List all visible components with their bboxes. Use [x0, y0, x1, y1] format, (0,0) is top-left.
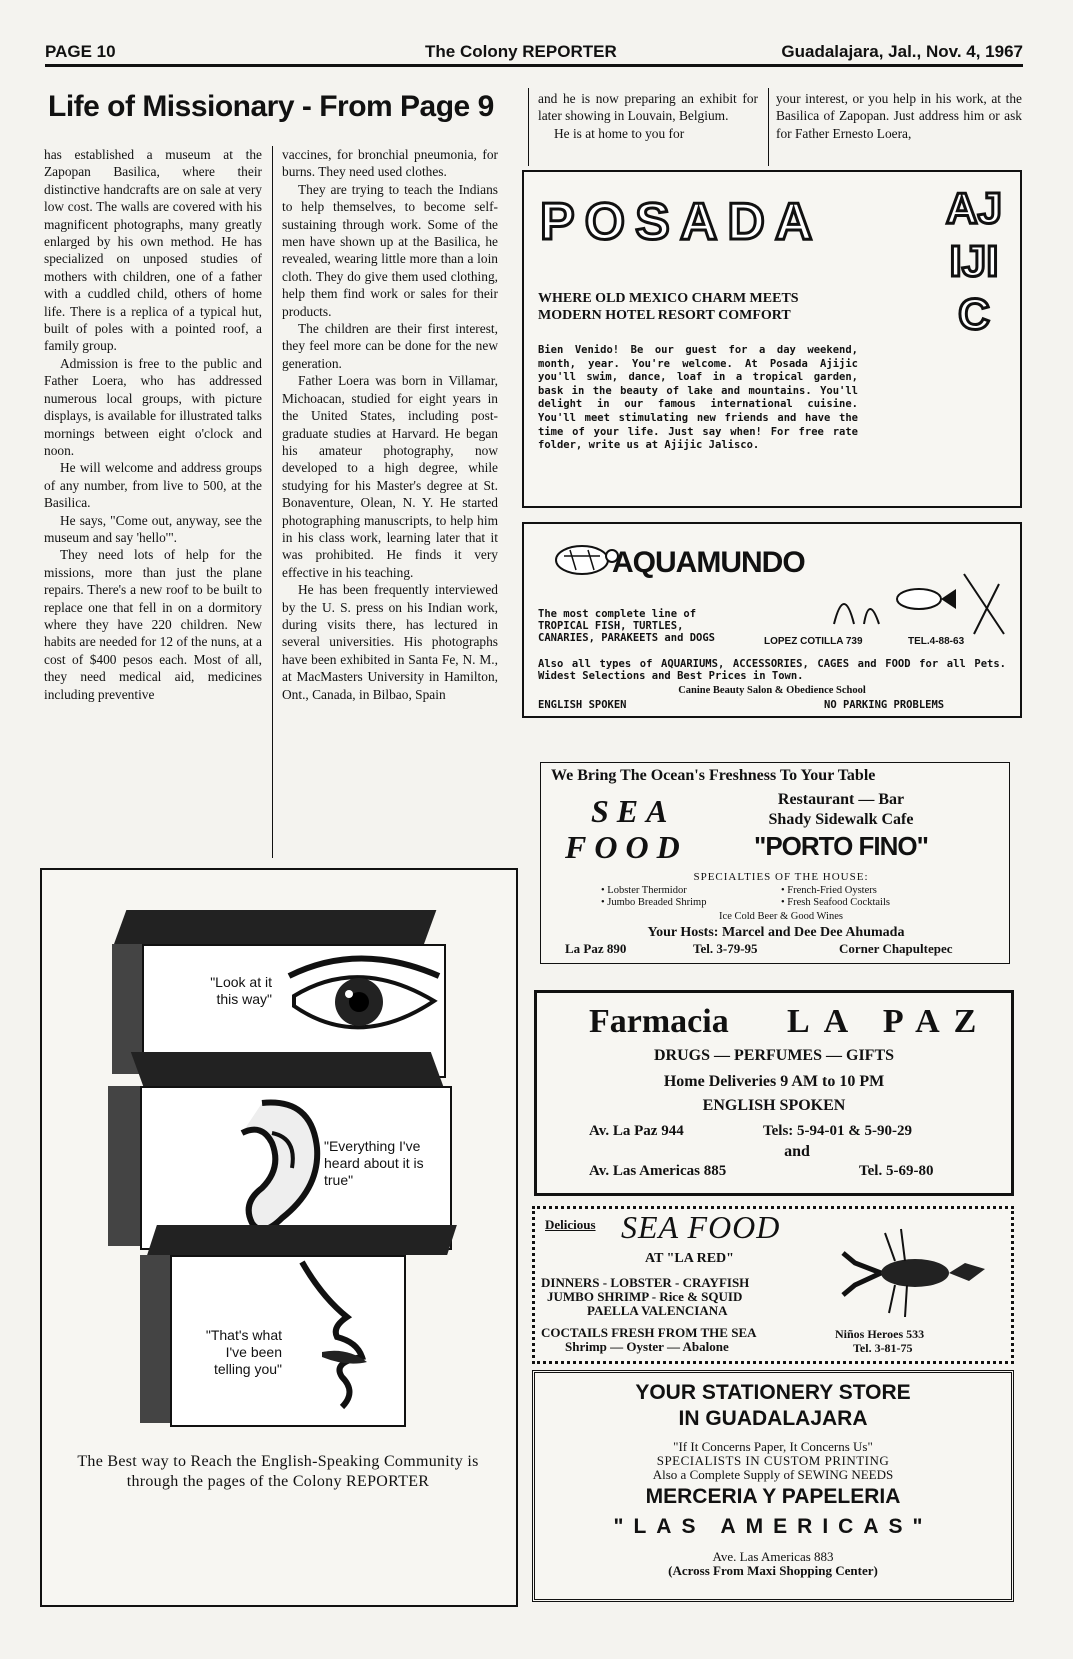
porto-fino-tel: Tel. 3-79-95: [693, 941, 758, 956]
aquamundo-english: ENGLISH SPOKEN: [538, 699, 627, 711]
porto-fino-special: • Jumbo Breaded Shrimp: [601, 897, 707, 908]
la-red-address: Niños Heroes 533: [835, 1327, 925, 1341]
stationery-line-1: SPECIALISTS IN CUSTOM PRINTING: [656, 1453, 890, 1468]
article-headline: Life of Missionary - From Page 9: [48, 90, 494, 123]
turtle-icon: [542, 538, 622, 578]
reporter-promo-ad: [40, 868, 518, 1607]
la-red-tel: Tel. 3-81-75: [853, 1341, 913, 1355]
paragraph: Father Loera was born in Villamar, Michoacan, studied for eight years in the United States, including post-graduate studies at Harvard. He began his amateur photography, now developed to a high degree, while studying for his Master's degree at St. Bonaventure, Olean, N. Y. He started photographing manuscripts, to help him in his class work, learning later that it was prohibited. He finds it very effective in his teaching.: [282, 373, 498, 580]
stationery-quote: "If It Concerns Paper, It Concerns Us": [673, 1439, 873, 1454]
paragraph: Admission is free to the public and Father Loera, who has addressed numerous local groups, with picture displays, is available for illustrated talks mornings between eight o'clock and noon.: [44, 355, 262, 458]
la-red-seafood: SEA FOOD: [621, 1209, 781, 1245]
dateline: Guadalajara, Jal., Nov. 4, 1967: [781, 42, 1023, 61]
porto-fino-cafe: Shady Sidewalk Cafe: [768, 811, 914, 828]
page-number: PAGE 10: [45, 42, 116, 61]
farmacia-line-1: DRUGS — PERFUMES — GIFTS: [653, 1047, 895, 1064]
article-column-1: [44, 146, 262, 703]
porto-fino-restaurant: Restaurant — Bar: [777, 791, 905, 808]
paragraph: He has been frequently interviewed by the U. S. press on his Indian work, during visits there, has lectured in several universities. His photographs have been exhibited in Santa Fe, N. M., at MacMasters University in Hamilton, Ont., Canada, in Bilbao, Spain: [282, 582, 498, 702]
aquamundo-ad: [522, 522, 1022, 718]
porto-fino-sea: SEA: [591, 793, 676, 829]
porto-fino-address: La Paz 890: [565, 941, 627, 956]
aquarium-illustration-icon: [824, 564, 1014, 644]
porto-fino-hosts: Your Hosts: Marcel and Dee Dee Ahumada: [647, 925, 905, 940]
posada-logo: POSADA: [540, 193, 823, 251]
porto-fino-banner: We Bring The Ocean's Freshness To Your Table: [551, 767, 876, 784]
la-red-line-2: JUMBO SHRIMP - Rice & SQUID: [547, 1289, 743, 1304]
stationery-address: Ave. Las Americas 883: [712, 1549, 834, 1564]
quote-everything: "Everything I've heard about it is true": [324, 1138, 424, 1188]
farmacia-and: and: [784, 1143, 810, 1160]
la-red-ad: [532, 1206, 1014, 1364]
stationery-ad: [532, 1370, 1014, 1602]
ajijic-logo: AJIJIC: [945, 184, 1003, 339]
box-top-shade: [114, 910, 436, 944]
farmacia-line-3: ENGLISH SPOKEN: [702, 1097, 846, 1114]
porto-fino-name: "PORTO FINO": [754, 831, 928, 861]
paragraph: He will welcome and address groups of any number, from live to 500, at the Basilica.: [44, 460, 262, 511]
stationery-name-1: MERCERIA Y PAPELERIA: [645, 1485, 901, 1508]
box-side-shade: [108, 1086, 140, 1246]
stationery-title-2: IN GUADALAJARA: [678, 1407, 868, 1430]
la-red-line-3: PAELLA VALENCIANA: [587, 1303, 728, 1318]
aquamundo-salon: Canine Beauty Salon & Obedience School: [678, 685, 866, 696]
paragraph: and he is now preparing an exhibit for later showing in Louvain, Belgium.: [538, 91, 758, 124]
paragraph: They need lots of help for the missions, more than just the plane repairs. There's a new roof to be built to replace one that fell in on a dormitory where they have 220 children. New habits are needed for 12 of the nuns, at a cost of $400 pesos each. Most of all, they need medical aid, medicines including preventive: [44, 547, 262, 702]
porto-fino-special: • Fresh Seafood Cocktails: [781, 897, 890, 908]
aquamundo-tel: TEL.4-88-63: [908, 636, 965, 647]
masthead-rule: [45, 64, 1023, 67]
porto-fino-ad: [540, 762, 1010, 964]
la-red-at: AT "LA RED": [645, 1251, 734, 1266]
porto-fino-special: • French-Fried Oysters: [781, 885, 877, 896]
farmacia-tel-2: Tel. 5-69-80: [859, 1163, 934, 1179]
porto-fino-specials-title: SPECIALTIES OF THE HOUSE:: [693, 871, 869, 883]
la-red-line-5: Shrimp — Oyster — Abalone: [565, 1339, 729, 1354]
farmacia-name-2: LA PAZ: [787, 1003, 991, 1040]
box-top-shade: [147, 1225, 457, 1255]
stationery-line-2: Also a Complete Supply of SEWING NEEDS: [652, 1467, 894, 1482]
la-red-delicious: Delicious: [545, 1217, 596, 1232]
posada-slogan: WHERE OLD MEXICO CHARM MEETS MODERN HOTEL RESORT COMFORT: [538, 291, 799, 323]
aquamundo-logo: AQUAMUNDO: [612, 546, 805, 579]
farmacia-tels-1: Tels: 5-94-01 & 5-90-29: [763, 1123, 913, 1139]
stationery-title-1: YOUR STATIONERY STORE: [635, 1381, 911, 1404]
posada-ajijic-ad: [522, 170, 1022, 508]
paragraph: They are trying to teach the Indians to help themselves, to become self-sustaining through work. Some of the men have shown up at the Basilica, he revealed, wearing little more than a loin cloth. They do give them used clothing, help them find work or sales for their products.: [282, 181, 498, 319]
quote-thats: "That's what I've been telling you": [205, 1327, 282, 1377]
porto-fino-special: Ice Cold Beer & Good Wines: [719, 911, 843, 922]
aquamundo-also: Also all types of AQUARIUMS, ACCESSORIES, CAGES and FOOD for all Pets. Widest Selections and Best Prices in Town.: [538, 658, 1006, 682]
farmacia-la-paz-ad: [534, 990, 1014, 1196]
aquamundo-parking: NO PARKING PROBLEMS: [824, 699, 945, 711]
stationery-name-2: "LAS AMERICAS": [613, 1515, 933, 1538]
mouth-box: [170, 1255, 406, 1427]
posada-body: Bien Venido! Be our guest for a day weekend, month, year. You're welcome. At Posada Ajijic you'll swim, dance, loaf in a tropical garden, bask in the beauty of lake and mountains. You'll delight in our famous international cuisine. You'll meet stimulating new friends and have the time of your life. Just say when! For free rate folder, write us at Ajijic Jalisco.: [538, 344, 858, 452]
farmacia-address-1: Av. La Paz 944: [589, 1123, 684, 1139]
column-rule: [272, 146, 273, 858]
box-side-shade: [140, 1255, 170, 1423]
paragraph: your interest, or you help in his work, at the Basilica of Zapopan. Just address him or ask for Father Ernesto Loera,: [776, 91, 1022, 141]
column-rule: [768, 88, 769, 166]
porto-fino-corner: Corner Chapultepec: [839, 941, 953, 956]
paragraph: He is at home to you for: [554, 125, 685, 141]
stationery-across: (Across From Maxi Shopping Center): [668, 1563, 878, 1578]
porto-fino-special: • Lobster Thermidor: [601, 885, 687, 896]
farmacia-address-2: Av. Las Americas 885: [589, 1163, 727, 1179]
article-column-2: [282, 146, 498, 703]
farmacia-name: Farmacia: [589, 1003, 729, 1040]
paragraph: He says, "Come out, anyway, see the museum and say 'hello'".: [44, 512, 262, 545]
promo-tagline: The Best way to Reach the English-Speaking Community is through the pages of the Colony REPORTER: [77, 1453, 479, 1490]
aquamundo-address: LOPEZ COTILLA 739: [764, 636, 863, 647]
quote-look: "Look at it this way": [210, 974, 272, 1007]
porto-fino-food: FOOD: [565, 829, 688, 865]
lobster-icon: [835, 1223, 995, 1323]
farmacia-line-2: Home Deliveries 9 AM to 10 PM: [663, 1073, 885, 1090]
paragraph: vaccines, for bronchial pneumonia, for burns. They need used clothes.: [282, 147, 498, 180]
aquamundo-line: The most complete line of TROPICAL FISH, TURTLES, CANARIES, PARAKEETS and DOGS: [538, 608, 716, 644]
paper-name: The Colony REPORTER: [425, 42, 617, 61]
paragraph: has established a museum at the Zapopan Basilica, where their distinctive handcrafts are on sale at very low cost. The walls are covered with his magnificent photographs, many greatly enlarged by his own method. He has specialized on unposed studies of mothers with children, one of a father with a cuddled child, others of home life. There is a replica of a typical hut, built of poles with a pointed roof, a family group.: [44, 147, 262, 354]
la-red-line-4: COCTAILS FRESH FROM THE SEA: [541, 1325, 757, 1340]
masthead: [45, 42, 1023, 64]
article-column-3: [538, 90, 758, 142]
paragraph: The children are their first interest, they feel more can be done for the new generation.: [282, 321, 498, 371]
column-rule: [528, 88, 529, 166]
box-top-shade: [131, 1052, 443, 1086]
la-red-line-1: DINNERS - LOBSTER - CRAYFISH: [541, 1275, 750, 1290]
article-column-4: [776, 90, 1022, 142]
